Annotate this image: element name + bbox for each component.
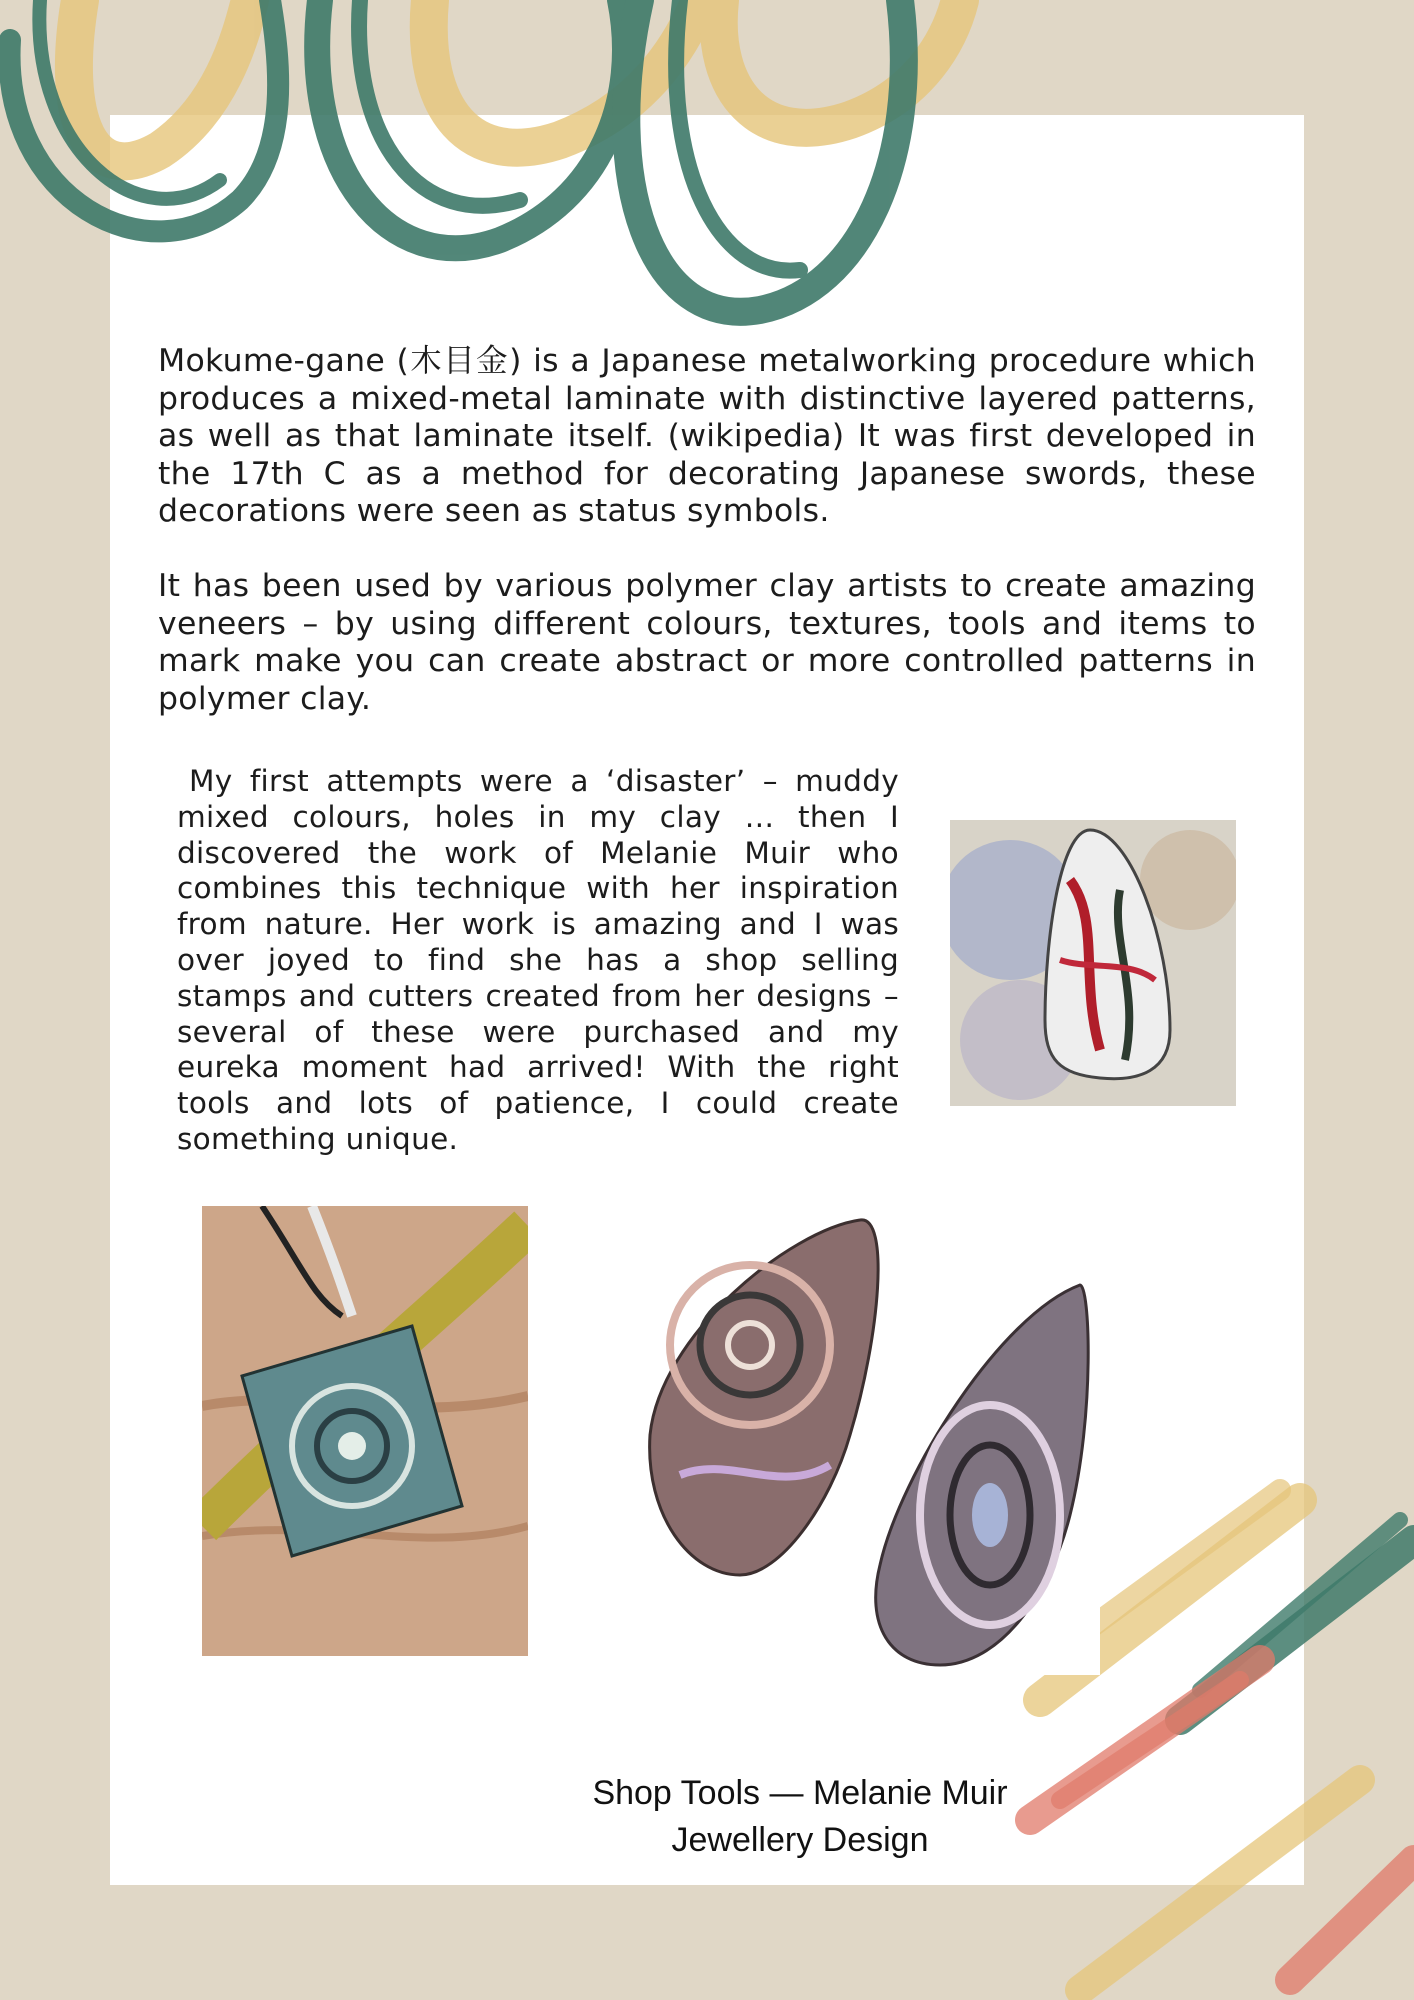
technique-paragraph: It has been used by various polymer clay artists to create amazing veneers – by using different colours, textures, tools and items to mark make you can create abstract or more controlled patterns in polymer clay. [158, 568, 1256, 717]
earrings-photo [640, 1215, 1100, 1675]
link-line-1: Shop Tools — Melanie Muir [592, 1774, 1008, 1812]
square-pendant-photo [202, 1206, 528, 1656]
link-line-2: Jewellery Design [671, 1821, 929, 1859]
intro-paragraph: Mokume-gane (木目金) is a Japanese metalworking procedure which produces a mixed-metal laminate with distinctive layered patterns, as well as that laminate itself. (wikipedia) It was first developed in the 17th C as a method for decorating Japanese swords, these decorations were seen as status symbols. [158, 343, 1256, 529]
pendant-photo [950, 820, 1236, 1106]
story-paragraph: My first attempts were a ‘disaster’ – muddy mixed colours, holes in my clay … then I discovered the work of Melanie Muir who combines this technique with her inspiration from nature. Her work is amazing and I was over joyed to find she has a shop selling stamps and cutters created from her designs – several of these were purchased and my eureka moment had arrived! With the right tools and lots of patience, I could create something unique. [177, 764, 899, 1156]
shop-tools-link[interactable] [540, 1770, 1060, 1864]
